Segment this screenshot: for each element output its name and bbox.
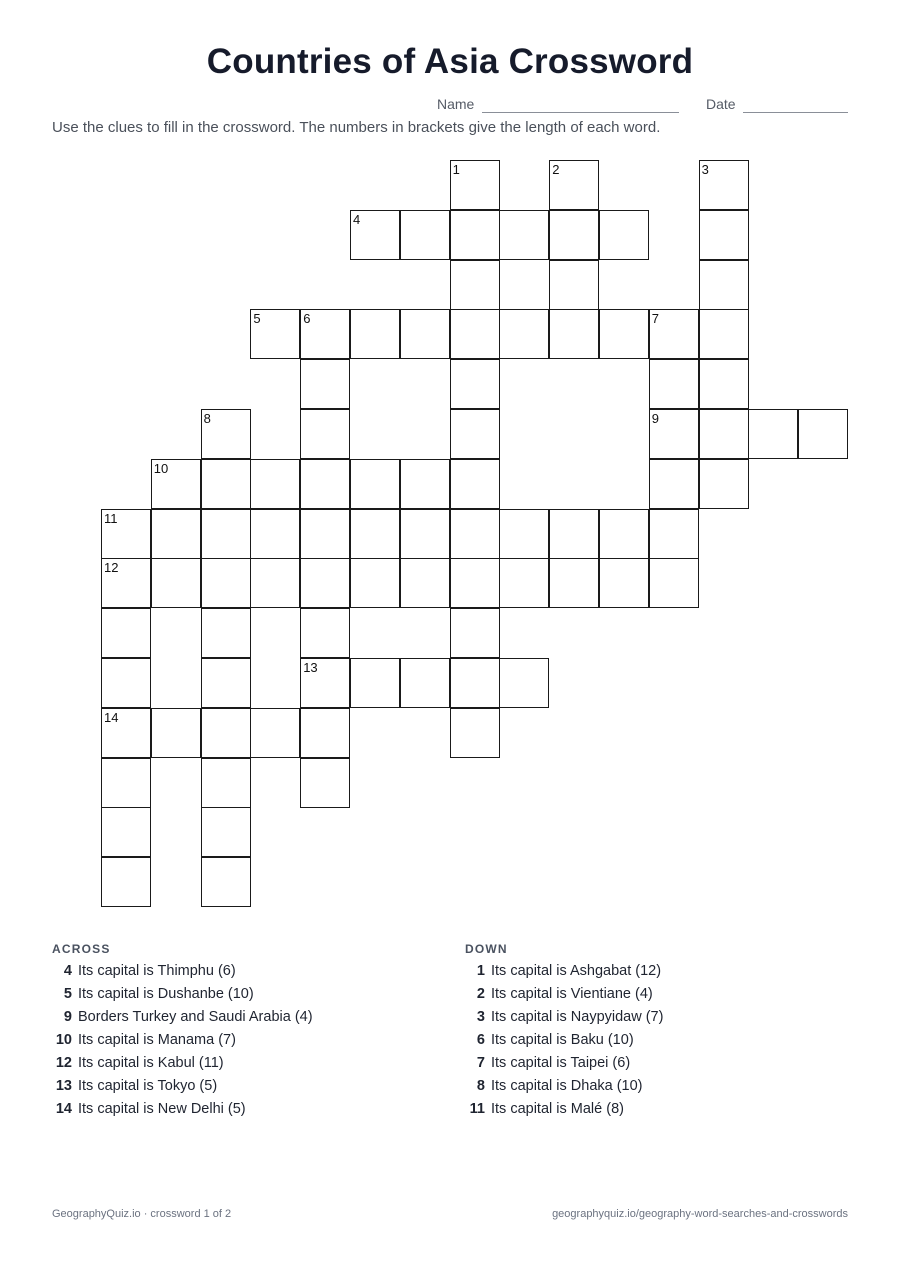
grid-cell[interactable] <box>499 509 549 559</box>
grid-cell[interactable] <box>450 309 500 359</box>
clue-item <box>463 1009 663 1032</box>
footer-right: geographyquiz.io/geography-word-searches-and-crosswords <box>552 1208 848 1220</box>
grid-cell[interactable] <box>699 260 749 310</box>
clue-item-number: 1 <box>476 963 485 979</box>
clue-item <box>50 986 313 1009</box>
clue-number: 7 <box>651 311 660 327</box>
grid-cell[interactable] <box>201 807 251 857</box>
clue-number: 10 <box>153 460 169 476</box>
grid-cell[interactable] <box>699 409 749 459</box>
clue-number: 3 <box>701 162 709 177</box>
clue-item-text: Its capital is Dushanbe (10) <box>78 986 254 1002</box>
grid-cell[interactable] <box>201 459 251 509</box>
grid-cell[interactable] <box>798 409 848 459</box>
grid-cell[interactable] <box>699 210 749 260</box>
grid-cell[interactable] <box>649 409 699 459</box>
grid-cell[interactable] <box>699 459 749 509</box>
grid-cell[interactable] <box>201 708 251 758</box>
grid-cell[interactable] <box>101 658 151 708</box>
grid-cell[interactable] <box>599 509 649 559</box>
grid-cell[interactable] <box>300 658 350 708</box>
clue-item-number: 5 <box>63 986 72 1002</box>
grid-cell[interactable] <box>101 857 151 907</box>
clue-item <box>50 1055 313 1078</box>
clue-item-number: 3 <box>476 1009 485 1025</box>
grid-cell[interactable] <box>350 309 400 359</box>
grid-cell[interactable] <box>350 509 400 559</box>
grid-cell[interactable] <box>101 608 151 658</box>
grid-cell[interactable] <box>250 509 300 559</box>
across-clue-list <box>50 963 313 1124</box>
clue-item <box>463 963 663 986</box>
grid-cell[interactable] <box>649 558 699 608</box>
grid-cell[interactable] <box>300 409 350 459</box>
clue-item <box>50 1032 313 1055</box>
grid-cell[interactable] <box>400 459 450 509</box>
clue-item-number: 4 <box>63 963 72 979</box>
grid-cell[interactable] <box>450 260 500 310</box>
grid-cell[interactable] <box>350 459 400 509</box>
grid-cell[interactable] <box>250 459 300 509</box>
clue-number: 4 <box>353 211 361 227</box>
clue-number: 9 <box>651 411 660 426</box>
grid-cell[interactable] <box>599 558 649 608</box>
grid-cell[interactable] <box>300 608 350 658</box>
date-label: Date <box>706 96 736 112</box>
down-clue-list <box>463 963 663 1124</box>
grid-cell[interactable] <box>350 210 400 260</box>
clue-item <box>50 1078 313 1101</box>
clue-item-number: 13 <box>55 1078 72 1094</box>
grid-cell[interactable] <box>450 409 500 459</box>
grid-cell[interactable] <box>450 210 500 260</box>
grid-cell[interactable] <box>499 309 549 359</box>
clue-item-text: Borders Turkey and Saudi Arabia (4) <box>78 1009 313 1025</box>
clue-item-number: 2 <box>476 986 485 1002</box>
clue-item-text: Its capital is Taipei (6) <box>491 1055 631 1071</box>
clue-item-text: Its capital is Manama (7) <box>78 1032 236 1048</box>
clue-number: 8 <box>203 411 211 426</box>
grid-cell[interactable] <box>300 359 350 409</box>
clue-number: 5 <box>253 311 261 327</box>
clue-number: 6 <box>303 311 311 327</box>
grid-cell[interactable] <box>499 658 549 708</box>
grid-cell[interactable] <box>101 758 151 808</box>
grid-cell[interactable] <box>450 658 500 708</box>
grid-cell[interactable] <box>450 160 500 210</box>
grid-cell[interactable] <box>549 309 599 359</box>
instructions: Use the clues to fill in the crossword. The numbers in brackets give the length of each word. <box>52 119 661 136</box>
grid-cell[interactable] <box>450 359 500 409</box>
worksheet-title: Countries of Asia Crossword <box>206 42 694 81</box>
grid-cell[interactable] <box>151 509 201 559</box>
grid-cell[interactable] <box>450 459 500 509</box>
clue-item <box>463 1078 663 1101</box>
grid-cell[interactable] <box>300 309 350 359</box>
grid-cell[interactable] <box>201 409 251 459</box>
grid-cell[interactable] <box>400 309 450 359</box>
clue-item-text: Its capital is Dhaka (10) <box>491 1078 643 1094</box>
grid-cell[interactable] <box>748 409 798 459</box>
grid-cell[interactable] <box>450 708 500 758</box>
grid-cell[interactable] <box>250 708 300 758</box>
grid-cell[interactable] <box>649 459 699 509</box>
clue-item <box>50 963 313 986</box>
grid-cell[interactable] <box>201 608 251 658</box>
clue-item-number: 12 <box>55 1055 72 1071</box>
grid-cell[interactable] <box>151 708 201 758</box>
clue-number: 12 <box>104 560 119 576</box>
clue-item-number: 10 <box>55 1032 72 1048</box>
clue-number: 14 <box>104 709 119 725</box>
down-heading: DOWN <box>465 942 508 956</box>
grid-cell[interactable] <box>151 459 201 509</box>
clue-item <box>463 1055 663 1078</box>
grid-cell[interactable] <box>201 509 251 559</box>
grid-cell[interactable] <box>549 160 599 210</box>
grid-cell[interactable] <box>499 210 549 260</box>
clue-item-number: 14 <box>55 1101 72 1117</box>
clue-item-text: Its capital is New Delhi (5) <box>78 1101 246 1117</box>
clue-item <box>463 1101 663 1124</box>
clue-number: 2 <box>552 162 560 177</box>
clue-number: 1 <box>452 162 460 177</box>
grid-cell[interactable] <box>400 558 450 608</box>
grid-cell[interactable] <box>599 309 649 359</box>
clue-item <box>463 1032 663 1055</box>
clue-item <box>50 1101 313 1124</box>
clue-item-number: 7 <box>476 1055 485 1071</box>
clue-item-text: Its capital is Malé (8) <box>491 1101 624 1117</box>
clue-item-number: 9 <box>63 1009 72 1025</box>
grid-cell[interactable] <box>649 309 699 359</box>
clue-item-text: Its capital is Baku (10) <box>491 1032 634 1048</box>
grid-cell[interactable] <box>599 210 649 260</box>
grid-cell[interactable] <box>350 558 400 608</box>
grid-cell[interactable] <box>450 558 500 608</box>
grid-cell[interactable] <box>450 509 500 559</box>
grid-cell[interactable] <box>649 359 699 409</box>
grid-cell[interactable] <box>450 608 500 658</box>
grid-cell[interactable] <box>699 359 749 409</box>
grid-cell[interactable] <box>300 459 350 509</box>
grid-cell[interactable] <box>350 658 400 708</box>
footer-left: GeographyQuiz.io · crossword 1 of 2 <box>52 1208 232 1220</box>
grid-cell[interactable] <box>300 708 350 758</box>
clue-number: 11 <box>104 510 118 526</box>
clue-item <box>463 986 663 1009</box>
grid-cell[interactable] <box>549 260 599 310</box>
grid-cell[interactable] <box>300 558 350 608</box>
grid-cell[interactable] <box>201 758 251 808</box>
name-label: Name <box>437 96 475 112</box>
grid-cell[interactable] <box>400 210 450 260</box>
grid-cell[interactable] <box>699 160 749 210</box>
grid-cell[interactable] <box>400 509 450 559</box>
clue-item <box>50 1009 313 1032</box>
grid-cell[interactable] <box>400 658 450 708</box>
clue-item-text: Its capital is Kabul (11) <box>78 1055 224 1071</box>
grid-cell[interactable] <box>300 758 350 808</box>
clue-item-text: Its capital is Naypyidaw (7) <box>491 1009 664 1025</box>
grid-cell[interactable] <box>250 558 300 608</box>
grid-cell[interactable] <box>101 509 151 559</box>
clue-number: 13 <box>303 660 318 675</box>
grid-cell[interactable] <box>250 309 300 359</box>
across-heading: ACROSS <box>52 942 111 956</box>
grid-cell[interactable] <box>300 509 350 559</box>
grid-cell[interactable] <box>151 558 201 608</box>
clue-item-number: 11 <box>469 1101 485 1117</box>
grid-cell[interactable] <box>201 558 251 608</box>
grid-cell[interactable] <box>699 309 749 359</box>
clue-item-text: Its capital is Tokyo (5) <box>78 1078 218 1094</box>
grid-cell[interactable] <box>499 558 549 608</box>
grid-cell[interactable] <box>549 210 599 260</box>
clue-item-text: Its capital is Vientiane (4) <box>491 986 653 1002</box>
grid-cell[interactable] <box>549 509 599 559</box>
grid-cell[interactable] <box>101 708 151 758</box>
clue-item-number: 8 <box>476 1078 485 1094</box>
grid-cell[interactable] <box>649 509 699 559</box>
grid-cell[interactable] <box>201 857 251 907</box>
clue-item-text: Its capital is Ashgabat (12) <box>491 963 662 979</box>
grid-cell[interactable] <box>101 558 151 608</box>
grid-cell[interactable] <box>201 658 251 708</box>
clue-item-number: 6 <box>476 1032 485 1048</box>
grid-cell[interactable] <box>101 807 151 857</box>
clue-item-text: Its capital is Thimphu (6) <box>78 963 236 979</box>
grid-cell[interactable] <box>549 558 599 608</box>
